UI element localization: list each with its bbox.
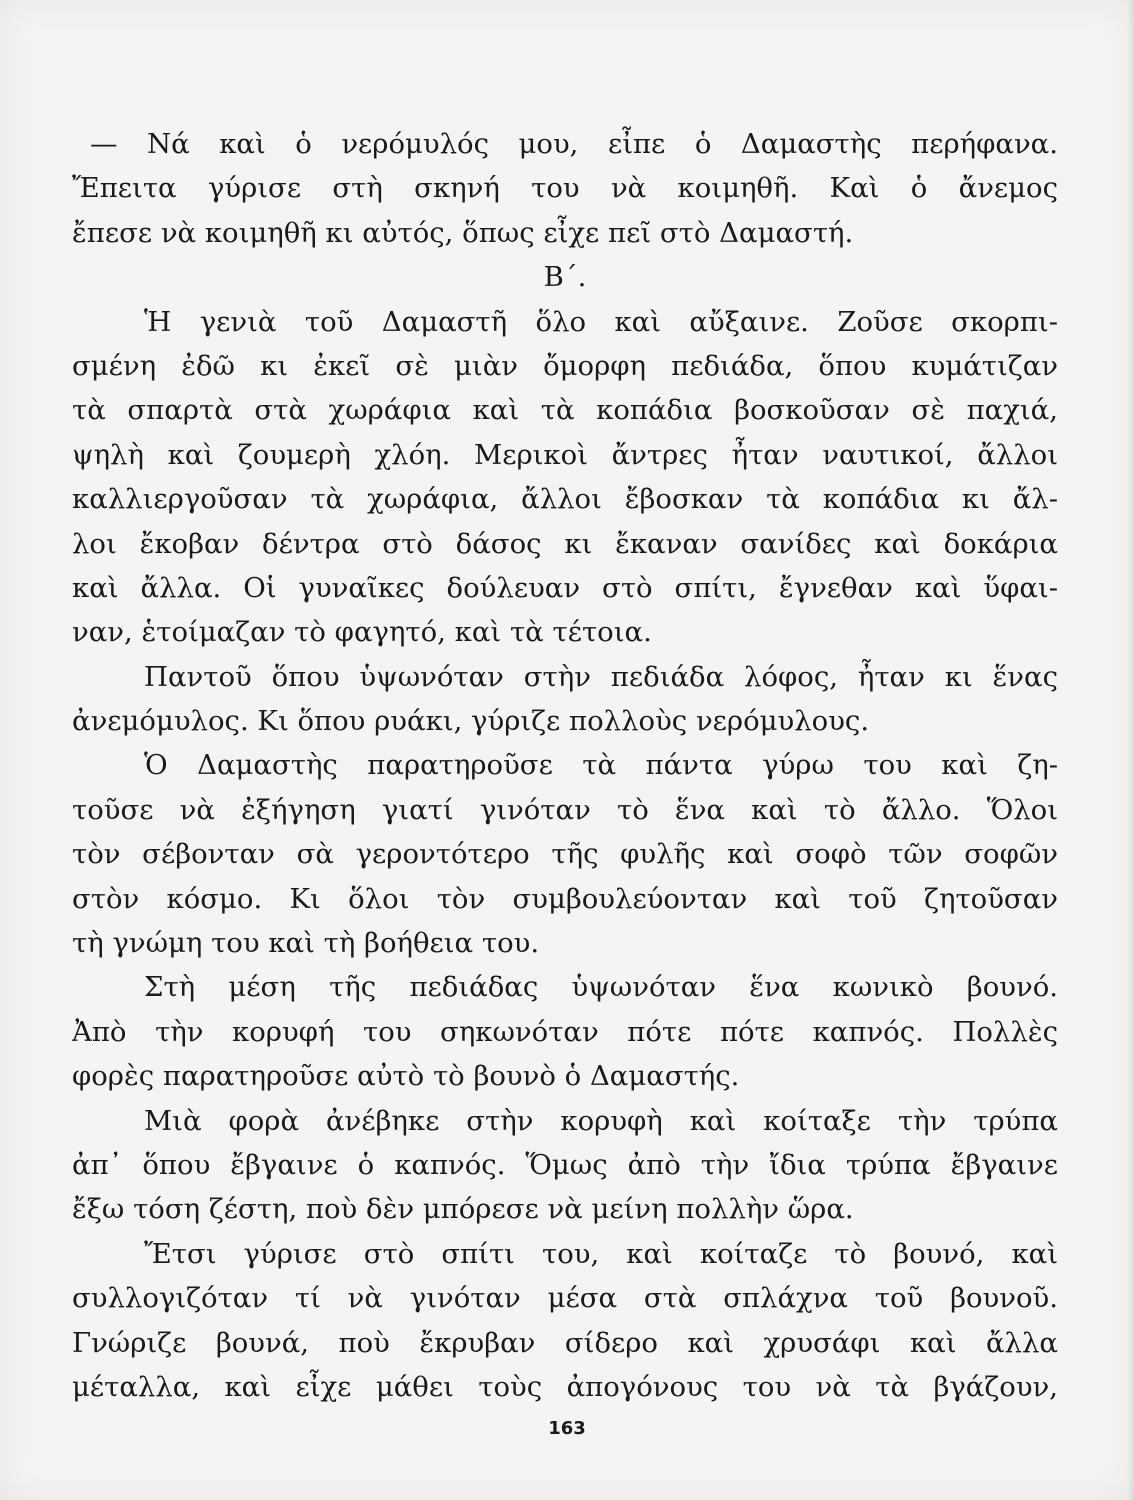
text-line: ψηλὴ καὶ ζουμερὴ χλόη. Μερικοὶ ἄντρες ἦταν ναυτικοί, ἄλλοι: [72, 438, 1058, 471]
text-line: Ἡ γενιὰ τοῦ Δαμαστῆ ὅλο καὶ αὔξαινε. Ζοῦσε σκορπι-: [144, 305, 1058, 338]
text-line: σμένη ἐδῶ κι ἐκεῖ σὲ μιὰν ὄμορφη πεδιάδα, ὅπου κυμάτιζαν: [72, 349, 1058, 382]
page-number: 163: [548, 1418, 586, 1439]
text-line: φορὲς παρατηροῦσε αὐτὸ τὸ βουνὸ ὁ Δαμαστής.: [72, 1060, 740, 1093]
body-text: [72, 122, 1058, 1409]
text-line: Μιὰ φορὰ ἀνέβηκε στὴν κορυφὴ καὶ κοίταξε τὴν τρύπα: [144, 1104, 1058, 1137]
text-line: ναν, ἑτοίμαζαν τὸ φαγητό, καὶ τὰ τέτοια.: [72, 616, 652, 649]
text-line: ἔξω τόση ζέστη, ποὺ δὲν μπόρεσε νὰ μείνη πολλὴν ὥρα.: [72, 1193, 854, 1226]
text-line: μέταλλα, καὶ εἶχε μάθει τοὺς ἀπογόνους του νὰ τὰ βγάζουν,: [72, 1370, 1058, 1403]
text-line: Ἔπειτα γύρισε στὴ σκηνή του νὰ κοιμηθῆ. Καὶ ὁ ἄνεμος: [72, 172, 1058, 205]
text-line: Γνώριζε βουνά, ποὺ ἔκρυβαν σίδερο καὶ χρυσάφι καὶ ἄλλα: [72, 1326, 1058, 1359]
text-line: — Νά καὶ ὁ νερόμυλός μου, εἶπε ὁ Δαμαστὴς περήφανα.: [90, 128, 1058, 160]
text-line: τὸν σέβονταν σὰ γεροντότερο τῆς φυλῆς καὶ σοφὸ τῶν σοφῶν: [72, 838, 1058, 871]
text-line: Παντοῦ ὅπου ὑψωνόταν στὴν πεδιάδα λόφος, ἦταν κι ἕνας: [144, 660, 1058, 693]
text-line: Ὁ Δαμαστὴς παρατηροῦσε τὰ πάντα γύρω του καὶ ζη-: [144, 749, 1058, 782]
text-line: συλλογιζόταν τί νὰ γινόταν μέσα στὰ σπλάχνα τοῦ βουνοῦ.: [72, 1282, 1058, 1315]
text-line: καὶ ἄλλα. Οἱ γυναῖκες δούλευαν στὸ σπίτι, ἔγνεθαν καὶ ὕφαι-: [72, 571, 1058, 604]
page-edge-shadow: [1128, 0, 1134, 1500]
text-line: λοι ἔκοβαν δέντρα στὸ δάσος κι ἔκαναν σανίδες καὶ δοκάρια: [72, 527, 1058, 560]
text-line: τὰ σπαρτὰ στὰ χωράφια καὶ τὰ κοπάδια βοσκοῦσαν σὲ παχιά,: [72, 394, 1058, 427]
text-line: ἀπ᾿ ὅπου ἔβγαινε ὁ καπνός. Ὅμως ἀπὸ τὴν ἴδια τρύπα ἔβγαινε: [72, 1148, 1058, 1181]
text-line: τὴ γνώμη του καὶ τὴ βοήθεια του.: [72, 927, 540, 960]
text-line: στὸν κόσμο. Κι ὅλοι τὸν συμβουλεύονταν καὶ τοῦ ζητοῦσαν: [72, 882, 1058, 915]
section-heading: Β΄.: [543, 261, 587, 294]
text-line: ἔπεσε νὰ κοιμηθῆ κι αὐτός, ὅπως εἶχε πεῖ στὸ Δαμαστή.: [72, 216, 854, 249]
text-line: τοῦσε νὰ ἐξήγηση γιατί γινόταν τὸ ἕνα καὶ τὸ ἄλλο. Ὅλοι: [72, 793, 1058, 826]
text-line: Ἔτσι γύρισε στὸ σπίτι του, καὶ κοίταζε τὸ βουνό, καὶ: [144, 1237, 1058, 1270]
text-line: Στὴ μέση τῆς πεδιάδας ὑψωνόταν ἕνα κωνικὸ βουνό.: [144, 971, 1058, 1004]
text-line: Ἀπὸ τὴν κορυφή του σηκωνόταν πότε πότε καπνός. Πολλὲς: [72, 1015, 1058, 1048]
text-line: ἀνεμόμυλος. Κι ὅπου ρυάκι, γύριζε πολλοὺς νερόμυλους.: [72, 705, 870, 738]
text-line: καλλιεργοῦσαν τὰ χωράφια, ἄλλοι ἔβοσκαν τὰ κοπάδια κι ἄλ-: [72, 483, 1058, 516]
